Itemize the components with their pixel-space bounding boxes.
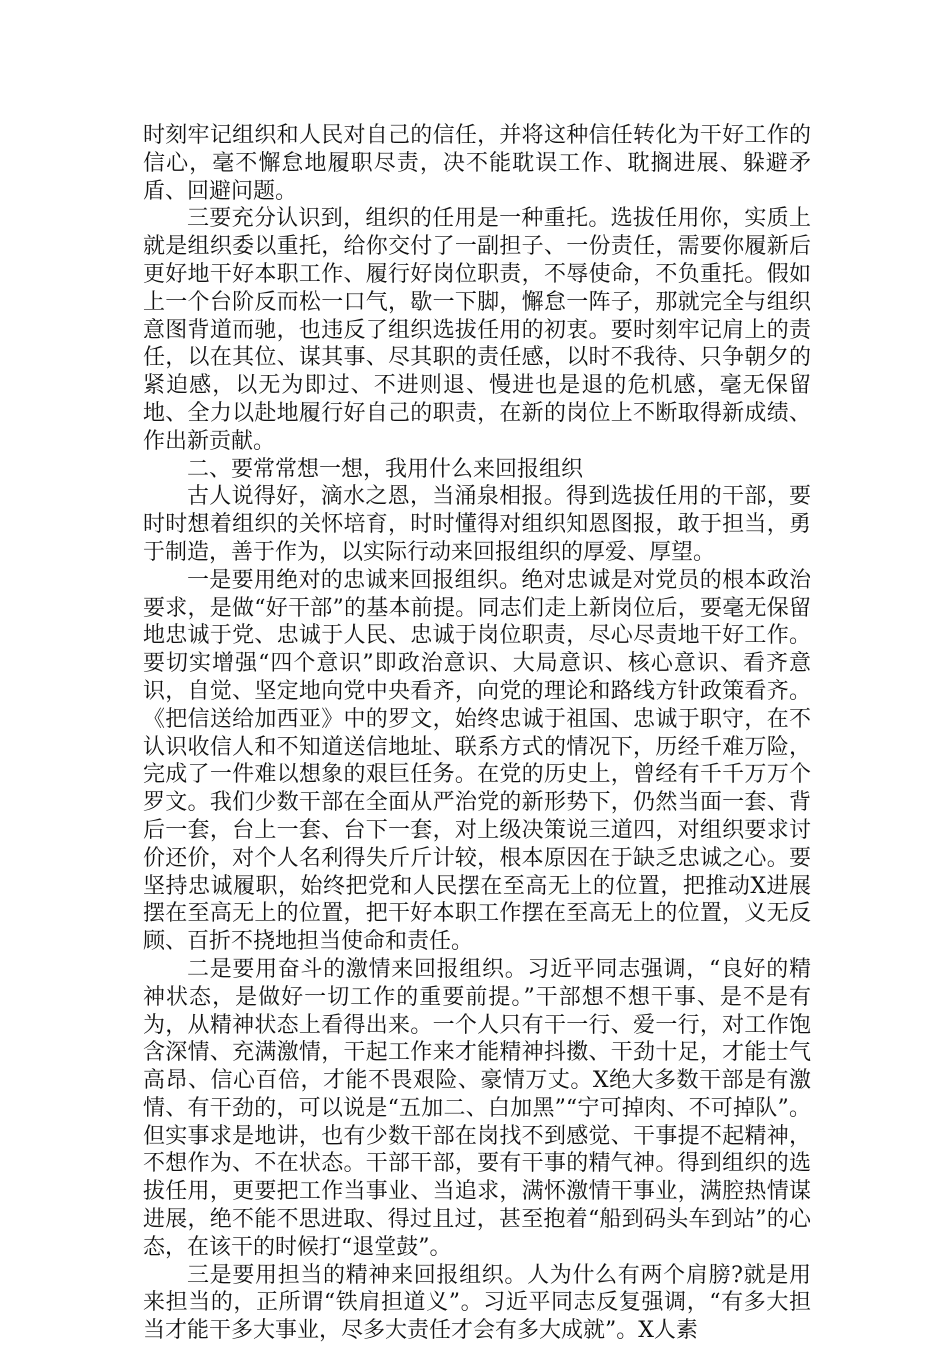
section-heading: 二、要常常想一想，我用什么来回报组织 xyxy=(187,456,584,482)
paragraph-third-point: 三要充分认识到，组织的任用是一种重托。选拔任用你，实质上就是组织委以重托，给你交付了一副担子、一份责任，需要你履新后更好地干好本职工作、履行好岗位职责，不辱使命，不负重托。假如上一个台阶反而松一口气，歇一下脚，懈怠一阵子，那就完全与组织意图背道而驰，也违反了组织选拔任用的初衷。要时刻牢记肩上的责任，以在其位、谋其事、尽其职的责任感，以时不我待、只争朝夕的紧迫感，以无为即过、不进则退、慢进也是退的危机感，毫无保留地、全力以赴地履行好自己的职责，在新的岗位上不断取得新成绩、作出新贡献。 xyxy=(143,206,811,454)
paragraph-passion: 二是要用奋斗的激情来回报组织。习近平同志强调，“良好的精神状态，是做好一切工作的重要前提。”干部想不想干事、是不是有为，从精神状态上看得出来。一个人只有干一行、爱一行，对工作饱含深情、充满激情，干起工作来才能精神抖擞、干劲十足，才能士气高昂、信心百倍，才能不畏艰险、豪情万丈。X绝大多数干部是有激情、有干劲的，可以说是“五加二、白加黑”“宁可掉肉、不可掉队”。但实事求是地讲，也有少数干部在岗找不到感觉、干事提不起精神，不想作为、不在状态。干部干部，要有干事的精气神。得到组织的选拔任用，更要把工作当事业、当追求，满怀激情干事业，满腔热情谋进展，绝不能不思进取、得过且过，甚至抱着“船到码头车到站”的心态，在该干的时候打“退堂鼓”。 xyxy=(143,956,811,1260)
paragraph-continuation: 时刻牢记组织和人民对自己的信任，并将这种信任转化为干好工作的信心，毫不懈怠地履职尽责，决不能耽误工作、耽搁进展、躲避矛盾、回避问题。 xyxy=(143,123,811,204)
paragraph-loyalty: 一是要用绝对的忠诚来回报组织。绝对忠诚是对党员的根本政治要求，是做“好干部”的基本前提。同志们走上新岗位后，要毫无保留地忠诚于党、忠诚于人民、忠诚于岗位职责，尽心尽责地干好工作。要切实增强“四个意识”即政治意识、大局意识、核心意识、看齐意识，自觉、坚定地向党中央看齐，向党的理论和路线方针政策看齐。《把信送给加西亚》中的罗文，始终忠诚于祖国、忠诚于职守，在不认识收信人和不知道送信地址、联系方式的情况下，历经千难万险，完成了一件难以想象的艰巨任务。在党的历史上，曾经有千千万万个罗文。我们少数干部在全面从严治党的新形势下，仍然当面一套、背后一套，台上一套、台下一套，对上级决策说三道四，对组织要求讨价还价，对个人名利得失斤斤计较，根本原因在于缺乏忠诚之心。要坚持忠诚履职，始终把党和人民摆在至高无上的位置，把推动X进展摆在至高无上的位置，把干好本职工作摆在至高无上的位置，义无反顾、百折不挠地担当使命和责任。 xyxy=(143,567,811,955)
document-body xyxy=(143,122,811,1345)
paragraph-responsibility: 三是要用担当的精神来回报组织。人为什么有两个肩膀?就是用来担当的，正所谓“铁肩担道义”。习近平同志反复强调，“有多大担当才能干多大事业，尽多大责任才会有多大成就”。X人素 xyxy=(143,1262,811,1344)
paragraph-intro: 古人说得好，滴水之恩，当涌泉相报。得到选拔任用的干部，要时时想着组织的关怀培育，时时懂得对组织知恩图报，敢于担当，勇于制造，善于作为，以实际行动来回报组织的厚爱、厚望。 xyxy=(143,484,811,565)
